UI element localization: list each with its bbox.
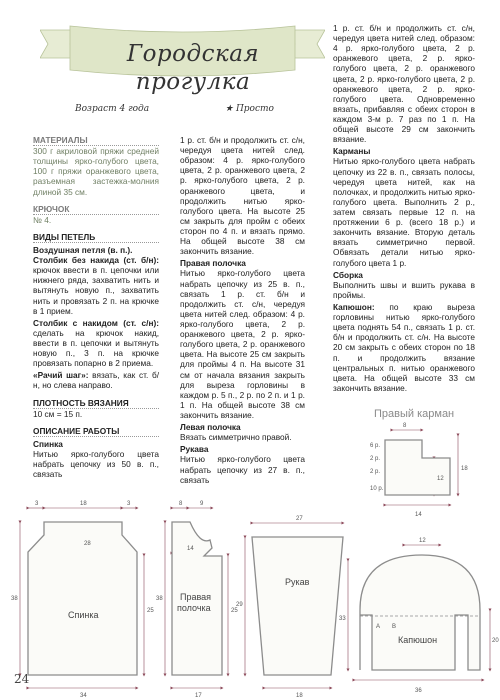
materials-heading: МАТЕРИАЛЫ xyxy=(33,135,159,146)
back-dim-lower: 25 xyxy=(147,608,154,614)
right-front-text: Нитью ярко-голубого цвета набрать цепочку из 25 в. п., связать 1 р. ст. б/н и продолжить ст. с/н, чередуя цвета нитей след. образом: 4 р. ярко-голубого цвета, 2 р. оранжевого цвета, 2 р. ярко-голубого цвета, 2 р. оранжевого цвета. На высоте 25 см закрыть для проймы 4 п. На высоте 31 см от начала вязания закрыть для выреза горловины в каждом р. 5 п., 2 р. по 2 п. и 1 р. 1 п. На общей высоте 38 см закончить вязание. xyxy=(180,268,305,420)
left-front-text: Вязать симметрично правой. xyxy=(180,432,292,443)
hood-title: Капюшон: xyxy=(333,301,375,312)
back-label: Спинка xyxy=(68,610,99,620)
sc-title: Столбик без накида (ст. б/н): xyxy=(33,255,159,266)
front-dim-top-left: 8 xyxy=(179,501,183,507)
back-dim-bottom: 34 xyxy=(80,693,87,699)
back-dim-top-left: 3 xyxy=(35,501,39,507)
pocket-dim-top: 8 xyxy=(403,423,407,429)
pockets-text: Нитью ярко-голубого цвета набрать цепочку из 22 в. п., связать полосы, чередуя цвета нитей, как на полочках, и продолжить нитью ярко-голубого цвета. Выполнить 2 р., затем связать первые 12 п. на протяжении 6 р. (всего 18 р.) и закончить вязание. Вторую деталь вязать симметрично первой. Обвязать детали нитью ярко-голубого цвета 1 р. xyxy=(333,156,475,268)
materials-text: 300 г акриловой пряжи средней толщины ярко-голубого цвета, 100 г пряжи оранжевого цвета, разъемная застежка-молния длиной 35 см. xyxy=(33,146,159,197)
assembly-title: Сборка xyxy=(333,269,363,280)
front-dim-height: 38 xyxy=(156,596,163,602)
back-title: Спинка xyxy=(33,438,63,449)
stitches-heading: ВИДЫ ПЕТЕЛЬ xyxy=(33,232,159,243)
sleeve-shape xyxy=(252,537,343,675)
front-label-2: полочка xyxy=(177,603,211,613)
sleeve-dim-top: 27 xyxy=(296,516,303,522)
sleeve-dim-bottom: 18 xyxy=(296,693,303,699)
sleeve-title: Рукава xyxy=(180,444,209,455)
pocket-dim-left-1: 6 р. xyxy=(370,443,381,449)
front-label-1: Правая xyxy=(180,592,212,602)
back-dim-height: 38 xyxy=(11,596,18,602)
hood-dim-top: 12 xyxy=(419,538,426,544)
hood-point-a: A xyxy=(376,624,381,630)
page-title: Городская прогулка xyxy=(126,41,260,96)
pockets-title: Карманы xyxy=(333,146,371,157)
pocket-dim-right: 12 xyxy=(437,476,444,482)
left-front-title: Левая полочка xyxy=(180,422,241,433)
pocket-dim-height: 18 xyxy=(461,466,468,472)
sleeve-dim-height: 29 xyxy=(236,602,243,608)
hood-dim-right: 20 xyxy=(492,638,499,644)
sleeve-text: Нитью ярко-голубого цвета набрать цепочку из 27 в. п., связать xyxy=(180,454,305,485)
pocket-dim-left-4: 10 р. xyxy=(370,486,384,492)
gauge-heading: ПЛОТНОСТЬ ВЯЗАНИЯ xyxy=(33,398,159,409)
front-dim-width: 14 xyxy=(187,546,194,552)
front-dim-top-right: 9 xyxy=(200,501,204,507)
hood-shape xyxy=(360,555,480,670)
back-dim-width: 28 xyxy=(84,541,91,547)
dc-text: сделать на крючок накид, ввести в п. цепочки и вытянуть новую п., 3 п. на крючке провязать попарно в 2 приема. xyxy=(33,327,159,369)
hood-dim-left: 33 xyxy=(339,616,346,622)
hood-label: Капюшон xyxy=(398,635,438,645)
crab-text: вязать, как ст. б/н, но слева направо. xyxy=(33,370,159,391)
pocket-dim-bottom: 14 xyxy=(415,512,422,518)
age-label: Возраст 4 года xyxy=(75,104,150,114)
dc-title: Столбик с накидом (ст. с/н): xyxy=(33,317,159,328)
front-dim-bottom: 17 xyxy=(195,693,202,699)
chain-stitch-title: Воздушная петля (в. п.). xyxy=(33,244,133,255)
hood-point-b: B xyxy=(392,624,397,630)
sleeve-text-cont: 1 р. ст. б/н и продолжить ст. с/н, чередуя цвета нитей след. образом: 4 р. ярко-голубого цвета, 2 р. оранжевого цвета, 2 р. ярко-голубого цвета, 2 р. оранжевого цвета, 2 р. ярко-голубого цвета, 2 р. оранжевого цвета, 2 р. ярко-голубого цвета. Одновременно вязать, прибавляя с обеих сторон в каждом 3-м р. 7 раз по 1 п. На общей высоте 29 см закончить вязание. xyxy=(333,23,475,145)
pocket-diagram-title: Правый карман xyxy=(374,408,455,420)
sc-text: крючок ввести в п. цепочки или нижнего ряда, захватить нить и вытянуть новую п., захватить нить и провязать 2 п. на крючке в 1 прием. xyxy=(33,265,159,316)
hook-text: № 4. xyxy=(33,214,52,225)
star-icon: ★ xyxy=(225,104,236,114)
front-dim-lower: 25 xyxy=(231,608,238,614)
crab-title: «Рачий шаг»: xyxy=(33,370,89,381)
pocket-dim-left-3: 2 р. xyxy=(370,469,381,475)
hood-text: по краю выреза горловины нитью ярко-голубого цвета поднять 54 п., связать 1 р. ст. б/н и продолжить ст. с/н. На высоте 20 см закрыть с обеих сторон по 18 п. и продолжить вязание центральных п. нитью оранжевого цвета. На общей высоте 33 см закончить вязание. xyxy=(333,301,475,393)
pocket-dim-left-2: 2 р. xyxy=(370,456,381,462)
right-front-title: Правая полочка xyxy=(180,258,246,269)
back-dim-top-right: 3 xyxy=(127,501,131,507)
assembly-text: Выполнить швы и вшить рукава в проймы. xyxy=(333,279,475,300)
sleeve-label: Рукав xyxy=(285,577,310,587)
description-heading: ОПИСАНИЕ РАБОТЫ xyxy=(33,426,159,437)
hook-heading: КРЮЧОК xyxy=(33,204,159,215)
page-number: 24 xyxy=(14,672,30,686)
gauge-text: 10 см = 15 п. xyxy=(33,408,83,419)
difficulty-text: Просто xyxy=(235,104,274,114)
pocket-shape xyxy=(385,440,450,495)
back-dim-top-mid: 18 xyxy=(80,501,87,507)
back-text: Нитью ярко-голубого цвета набрать цепочку из 50 в. п., связать xyxy=(33,448,159,480)
back-shape xyxy=(28,522,137,675)
hood-dim-bottom: 36 xyxy=(415,688,422,694)
back-text-cont: 1 р. ст. б/н и продолжить ст. с/н, чередуя цвета нитей след. образом: 4 р. ярко-голубого цвета, 2 р. оранжевого цвета, 2 р. ярко-голубого цвета, 2 р. оранжевого цвета, и продолжить нитью ярко-голубого цвета. На высоте 25 см закрыть для пройм с обеих сторон по 4 п. и вязать прямо. На общей высоте 38 см закончить вязание. xyxy=(180,135,305,257)
